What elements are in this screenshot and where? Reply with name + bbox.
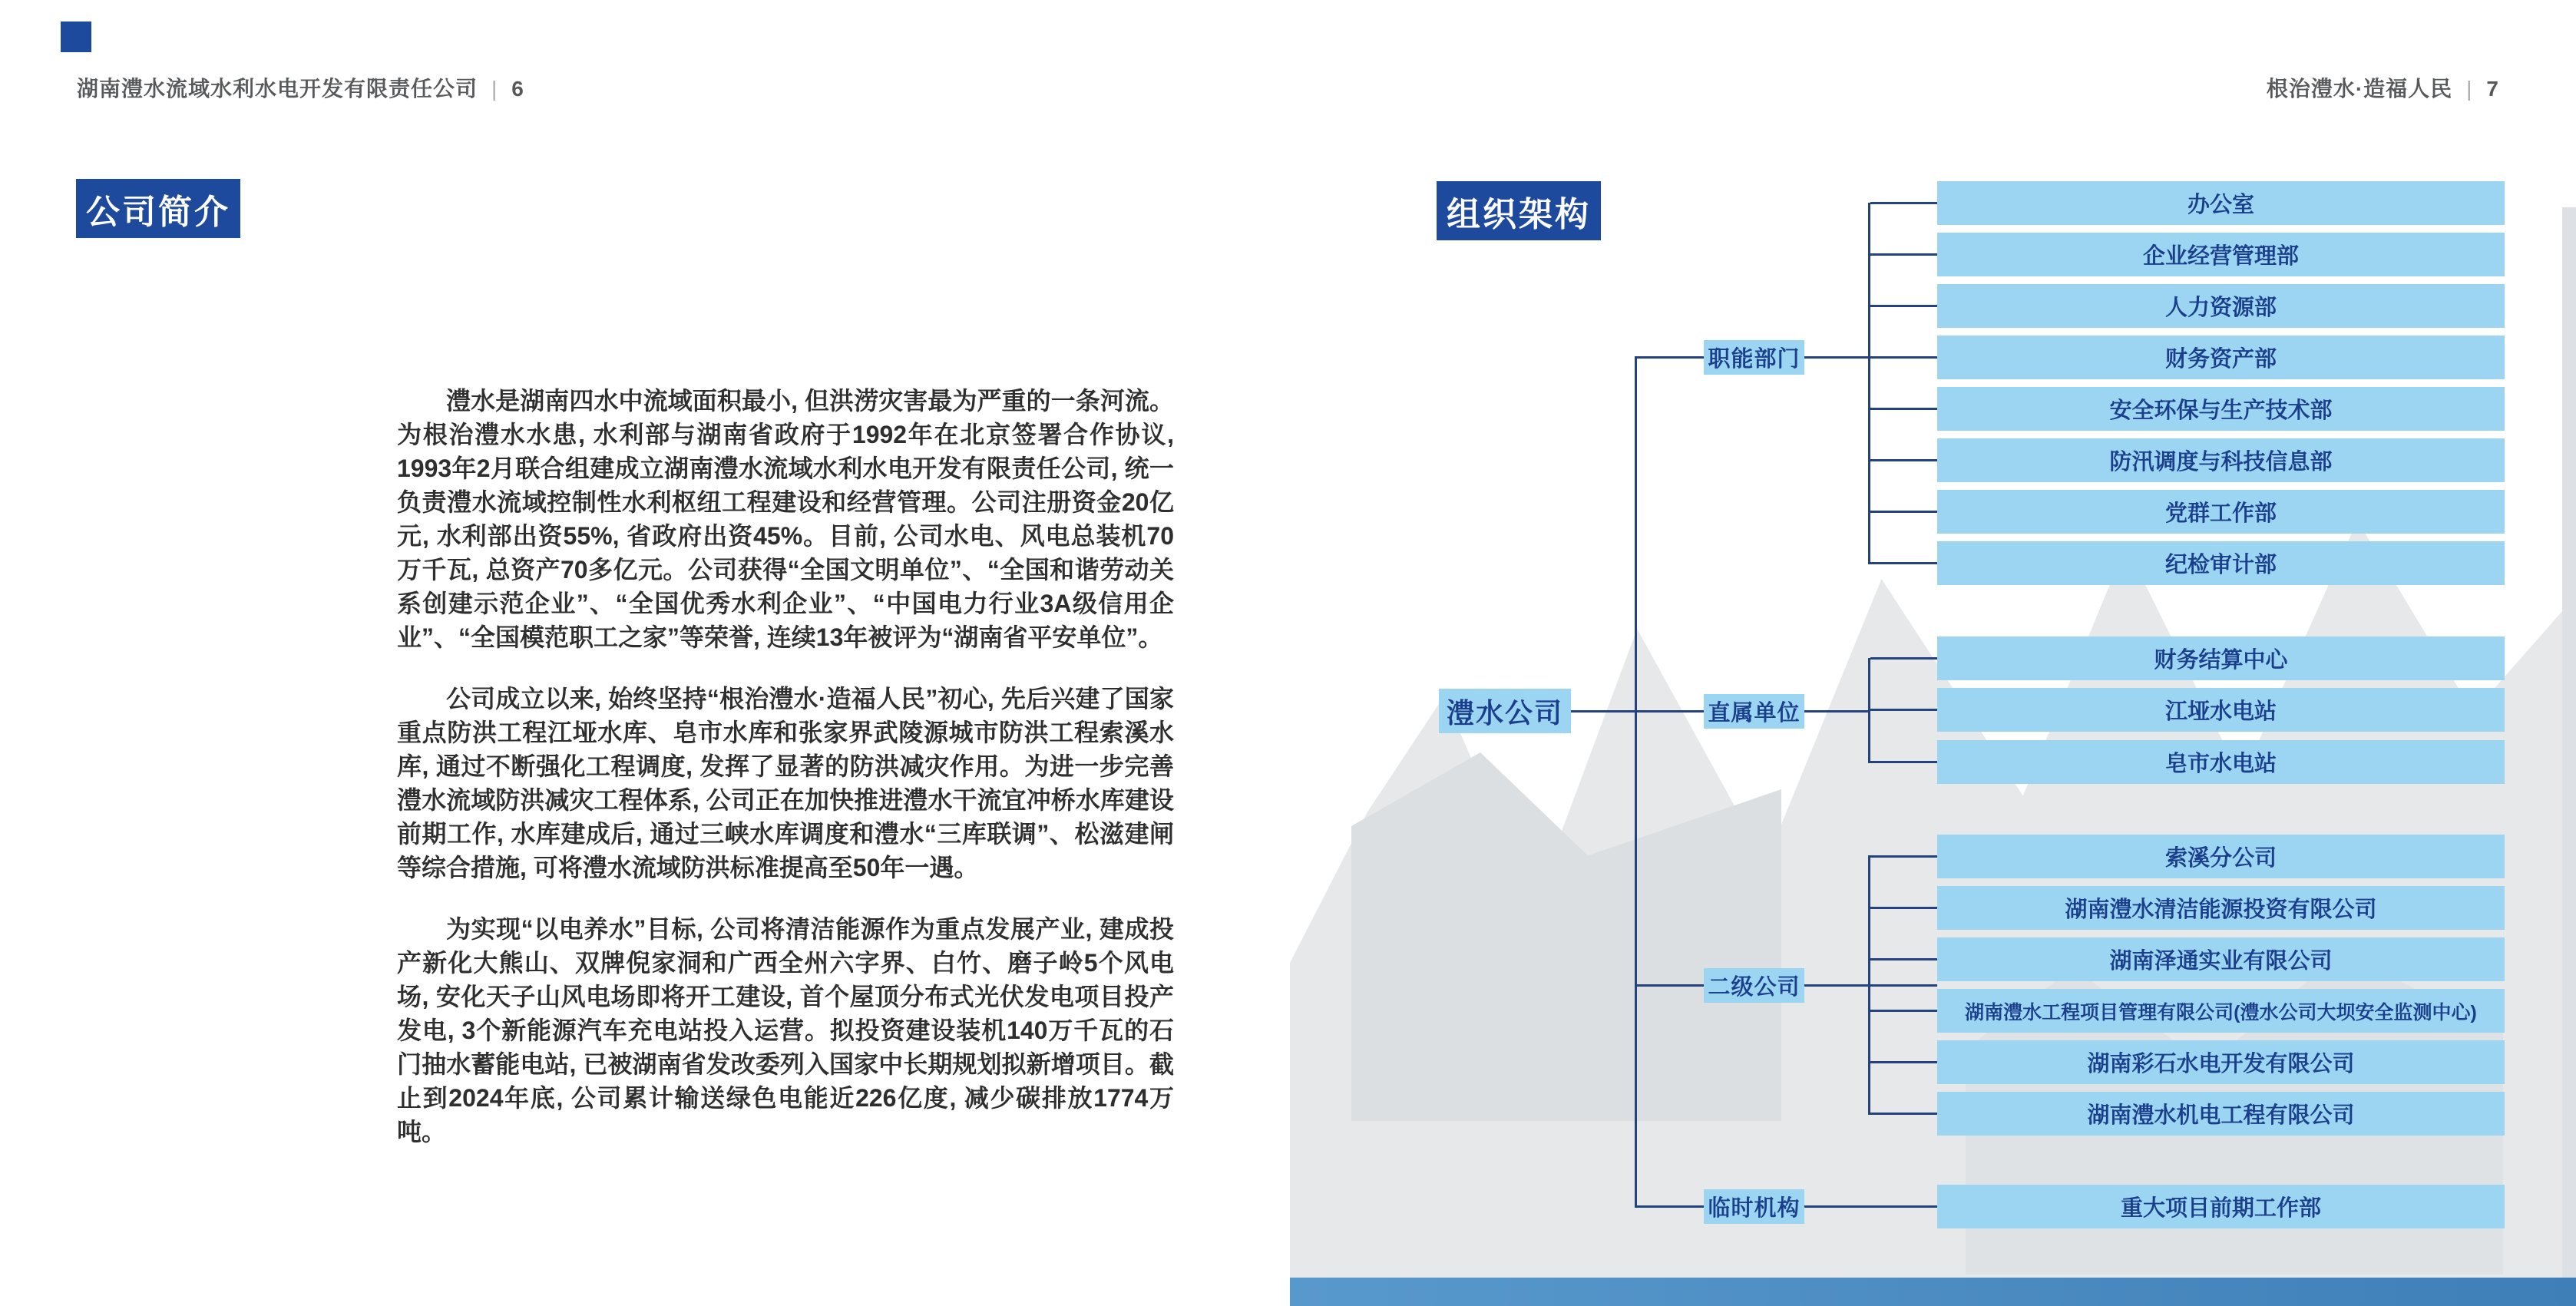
org-leaf-stub xyxy=(1870,907,1937,909)
profile-paragraph: 为实现“以电养水”目标, 公司将清洁能源作为重点发展产业, 建成投产新化大熊山、双牌倪家洞和广西全州六字界、白竹、磨子岭5个风电场, 安化天子山风电场即将开工建设, 首个屋顶分布式光伏发电项目投产发电, 3个新能源汽车充电站投入运营。拟投资建设装机140万千瓦的石门抽水蓄能电站, 已被湖南省发改委列入国家中长期规划拟新增项目。截止到2024年底, 公司累计输送绿色电能近226亿度, 减少碳排放1774万吨。 xyxy=(397,915,1174,1146)
org-branch-connector xyxy=(1637,710,1706,713)
org-leaf-stub xyxy=(1870,459,1937,461)
org-leaf: 人力资源部 xyxy=(1937,284,2505,328)
company-profile-title: 公司简介 xyxy=(76,179,240,238)
org-leaf: 皂市水电站 xyxy=(1937,740,2505,784)
company-name: 湖南澧水流域水利水电开发有限责任公司 xyxy=(77,77,478,101)
profile-paragraph: 澧水是湖南四水中流域面积最小, 但洪涝灾害最为严重的一条河流。为根治澧水水患, 水利部与湖南省政府于1992年在北京签署合作协议, 1993年2月联合组建成立湖南澧水流域水利水电开发有限责任公司, 统一负责澧水流域控制性水利枢纽工程建设和经营管理。公司注册资金20亿元, 水利部出资55%, 省政府出资45%。目前, 公司水电、风电总装机70万千瓦, 总资产70多亿元。公司获得“全国文明单位”、“全国和谐劳动关系创建示范企业”、“全国优秀水利企业”、“中国电力行业3A级信用企业”、“全国模范职工之家”等荣誉, 连续13年被评为“湖南省平安单位”。 xyxy=(397,387,1174,651)
org-leaf: 办公室 xyxy=(1937,181,2505,225)
corner-accent-square xyxy=(61,21,91,52)
org-leaf-stub xyxy=(1870,1010,1937,1012)
org-leaf: 安全环保与生产技术部 xyxy=(1937,387,2505,431)
org-leaf-stub xyxy=(1870,562,1937,564)
org-leaf: 重大项目前期工作部 xyxy=(1937,1185,2505,1228)
org-leaf-stub xyxy=(1870,855,1937,858)
org-branch-connector xyxy=(1637,984,1706,987)
right-page-number: 7 xyxy=(2486,77,2499,101)
profile-paragraph: 公司成立以来, 始终坚持“根治澧水·造福人民”初心, 先后兴建了国家重点防洪工程江垭水库、皂市水库和张家界武陵源城市防洪工程索溪水库, 通过不断强化工程调度, 发挥了显著的防洪减灾作用。为进一步完善澧水流域防洪减灾工程体系, 公司正在加快推进澧水干流宜冲桥水库建设前期工作, 水库建成后, 通过三峡水库调度和澧水“三库联调”、松滋建闸等综合措施, 可将澧水流域防洪标准提高至50年一遇。 xyxy=(397,685,1174,881)
org-leaf: 纪检审计部 xyxy=(1937,541,2505,585)
header-separator: | xyxy=(2466,77,2473,101)
org-leaf-stub xyxy=(1870,356,1937,359)
org-branch-temporary-organizations: 临时机构 xyxy=(1704,1189,1804,1224)
org-leaf: 江垭水电站 xyxy=(1937,688,2505,732)
org-leaf: 防汛调度与科技信息部 xyxy=(1937,438,2505,482)
org-leaf: 党群工作部 xyxy=(1937,490,2505,534)
org-leaf: 湖南澧水清洁能源投资有限公司 xyxy=(1937,886,2505,930)
footer-band xyxy=(1290,1278,2576,1306)
org-branch-secondary-companies: 二级公司 xyxy=(1704,968,1804,1003)
org-leaf: 湖南彩石水电开发有限公司 xyxy=(1937,1040,2505,1084)
org-leaf: 企业经营管理部 xyxy=(1937,233,2505,276)
org-branch-connector xyxy=(1637,1205,1706,1208)
org-leaf: 财务资产部 xyxy=(1937,336,2505,379)
org-leaf-stub xyxy=(1870,305,1937,307)
org-branch-connector xyxy=(1637,356,1706,359)
org-leaf-stub xyxy=(1870,761,1937,763)
org-leaf: 索溪分公司 xyxy=(1937,835,2505,878)
background-photo-edge xyxy=(2562,207,2576,1280)
org-root-node: 澧水公司 xyxy=(1439,689,1571,733)
org-fan-connector xyxy=(1803,710,1870,713)
org-leaf-stub xyxy=(1870,1061,1937,1063)
org-leaf: 财务结算中心 xyxy=(1937,636,2505,680)
right-page-header xyxy=(2267,72,2499,103)
org-fan-line xyxy=(1868,855,1870,1115)
org-branch-functional-departments: 职能部门 xyxy=(1704,340,1804,375)
org-leaf-stub xyxy=(1870,958,1937,960)
org-leaf-stub xyxy=(1870,202,1937,204)
org-root-connector xyxy=(1569,710,1635,713)
org-leaf-stub xyxy=(1870,511,1937,513)
left-page-number: 6 xyxy=(511,77,524,101)
left-page-header xyxy=(77,72,524,103)
company-profile-text xyxy=(397,384,1174,1176)
org-branch-directly-affiliated-units: 直属单位 xyxy=(1704,694,1804,729)
org-leaf-stub xyxy=(1870,253,1937,256)
org-leaf: 湖南泽通实业有限公司 xyxy=(1937,937,2505,981)
slogan: 根治澧水·造福人民 xyxy=(2266,77,2453,101)
org-leaf-stub xyxy=(1870,709,1937,711)
org-leaf-stub xyxy=(1870,1113,1937,1115)
org-leaf: 湖南澧水工程项目管理有限公司(澧水公司大坝安全监测中心) xyxy=(1937,989,2505,1033)
org-fan-connector xyxy=(1803,356,1870,359)
org-leaf-stub xyxy=(1870,657,1937,660)
org-leaf: 湖南澧水机电工程有限公司 xyxy=(1937,1092,2505,1136)
header-separator: | xyxy=(491,77,498,101)
org-spine-line xyxy=(1635,356,1637,1208)
org-structure-title: 组织架构 xyxy=(1437,181,1601,240)
org-fan-connector xyxy=(1803,1205,1937,1208)
org-leaf-stub xyxy=(1870,408,1937,410)
